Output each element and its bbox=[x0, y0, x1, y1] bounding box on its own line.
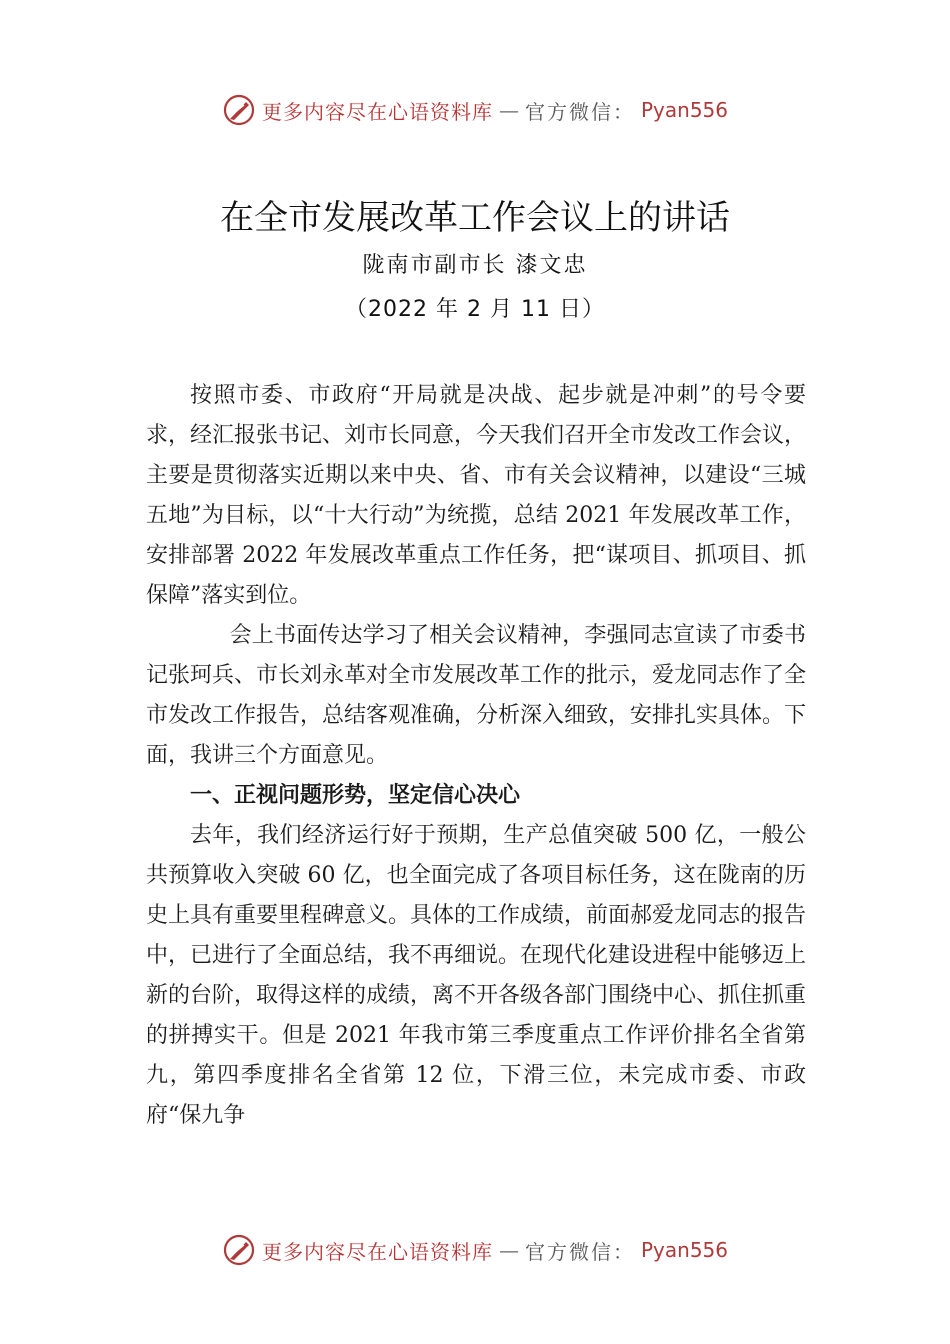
section-heading-1: 一、正视问题形势，坚定信心决心 bbox=[190, 783, 521, 808]
paragraph-section1: 去年，我们经济运行好于预期，生产总值突破 500 亿，一般公共预算收入突破 60 亿，也全面完成了各项目标任务，这在陇南的历史上具有重要里程碑意义。具体的工作成绩，前面郝爱龙同志的报告中，已进行了全面总结，我不再细说。在现代化建设进程中能够迈上新的台阶，取得这样的成绩，离不开各级各部门围绕中心、抓住抓重的拼搏实干。但是 2021 年我市第三季度重点工作评价排名全省第九，第四季度排名全省第 12 位，下滑三位，未完成市委、市政府“保九争 bbox=[146, 823, 807, 1128]
watermark-wechat-id: Pyan556 bbox=[640, 1238, 728, 1262]
watermark-label: 官方微信： bbox=[524, 99, 635, 124]
paragraph-intro: 按照市委、市政府“开局就是决战、起步就是冲刺”的号令要求，经汇报张书记、刘市长同意，今天我们召开全市发改工作会议，主要是贯彻落实近期以来中央、省、市有关会议精神，以建设“三城五地”为目标，以“十大行动”为统揽，总结 2021 年发展改革工作，安排部署 2022 年发展改革重点工作任务，把“谋项目、抓项目、抓保障”落实到位。 bbox=[146, 383, 807, 608]
feather-logo-icon bbox=[222, 93, 256, 127]
watermark-separator: — bbox=[498, 1238, 519, 1262]
document-byline: 陇南市副市长 漆文忠 bbox=[362, 253, 588, 278]
document-body bbox=[146, 376, 806, 1136]
paragraph-meeting-summary: 会上书面传达学习了相关会议精神，李强同志宣读了市委书记张珂兵、市长刘永革对全市发展改革工作的批示，爱龙同志作了全市发改工作报告，总结客观准确，分析深入细致，安排扎实具体。下面，我讲三个方面意见。 bbox=[146, 623, 807, 768]
document-title: 在全市发展改革工作会议上的讲话 bbox=[220, 198, 730, 238]
watermark-wechat-id: Pyan556 bbox=[640, 98, 728, 122]
watermark-label: 官方微信： bbox=[524, 1239, 635, 1264]
footer-watermark bbox=[0, 1233, 950, 1267]
header-watermark bbox=[0, 93, 950, 127]
watermark-brand: 更多内容尽在心语资料库 bbox=[261, 99, 493, 124]
document-date: （2022 年 2 月 11 日） bbox=[345, 297, 605, 322]
feather-logo-icon bbox=[222, 1233, 256, 1267]
watermark-separator: — bbox=[498, 98, 519, 122]
watermark-brand: 更多内容尽在心语资料库 bbox=[261, 1239, 493, 1264]
